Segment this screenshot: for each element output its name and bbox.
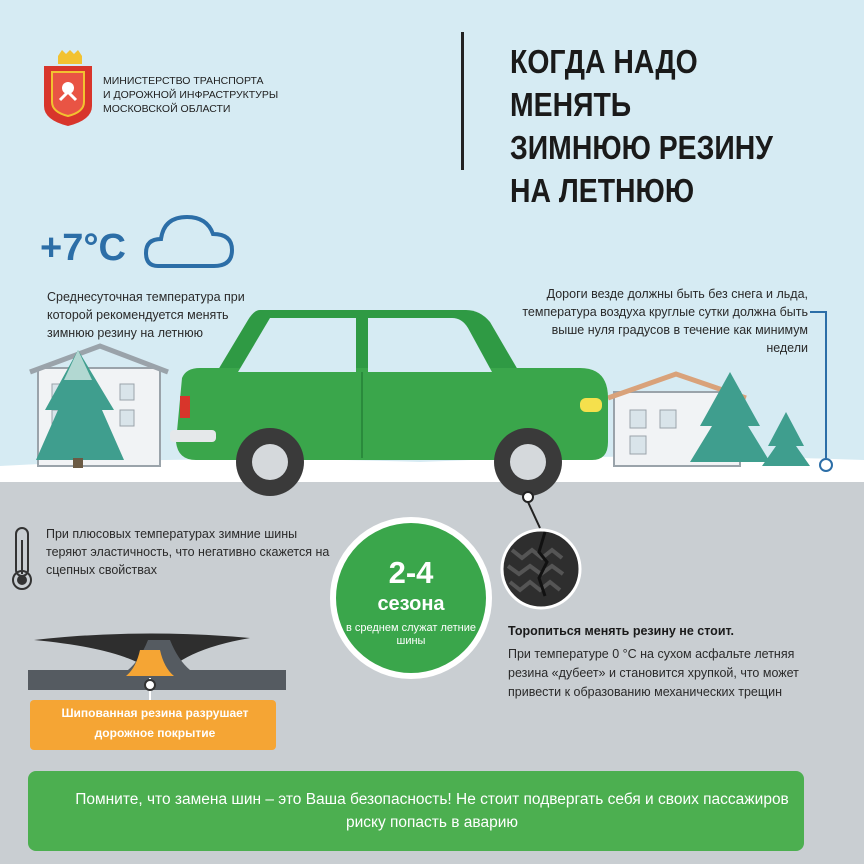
temperature-description: Среднесуточная температура при которой рекомендуется менять зимнюю резину на летнюю xyxy=(47,290,245,340)
ministry-line-1: МИНИСТЕРСТВО ТРАНСПОРТА xyxy=(103,75,264,87)
plus-temp-description: При плюсовых температурах зимние шины теряют эластичность, что негативно скажется на сцепных свойствах xyxy=(46,527,330,577)
title-line-2: ЗИМНЮЮ РЕЗИНУ xyxy=(510,129,773,166)
title-divider xyxy=(461,32,464,170)
roads-description: Дороги везде должны быть без снега и льда, температура воздуха круглые сутки должна быть выше нуля градусов в течение как минимум недели xyxy=(522,287,808,355)
seasons-caption: в среднем служат летние шины xyxy=(345,622,477,647)
hurry-description: При температуре 0 °С на сухом асфальте летняя резина «дубеет» и становится хрупкой, что может привести к образованию механических трещин xyxy=(508,647,799,699)
temperature-value: +7°С xyxy=(40,227,126,269)
ministry-line-3: МОСКОВСКОЙ ОБЛАСТИ xyxy=(103,103,231,115)
tire-tread-icon xyxy=(502,530,580,608)
seasons-range: 2-4 xyxy=(388,555,434,590)
spikes-warning-text: Шипованная резина разрушает дорожное покрытие xyxy=(61,706,249,740)
page-title xyxy=(510,40,814,212)
ministry-line-2: И ДОРОЖНОЙ ИНФРАСТРУКТУРЫ xyxy=(103,89,279,101)
hurry-heading: Торопиться менять резину не стоит. xyxy=(508,624,734,638)
footer-text: Помните, что замена шин – это Ваша безопасность! Не стоит подвергать себя и своих пассажиров риску попасть в аварию xyxy=(75,791,789,831)
title-line-1: КОГДА НАДО МЕНЯТЬ xyxy=(510,43,698,123)
seasons-unit: сезона xyxy=(377,593,445,615)
ministry-name xyxy=(103,74,278,116)
title-line-3: НА ЛЕТНЮЮ xyxy=(510,172,695,209)
